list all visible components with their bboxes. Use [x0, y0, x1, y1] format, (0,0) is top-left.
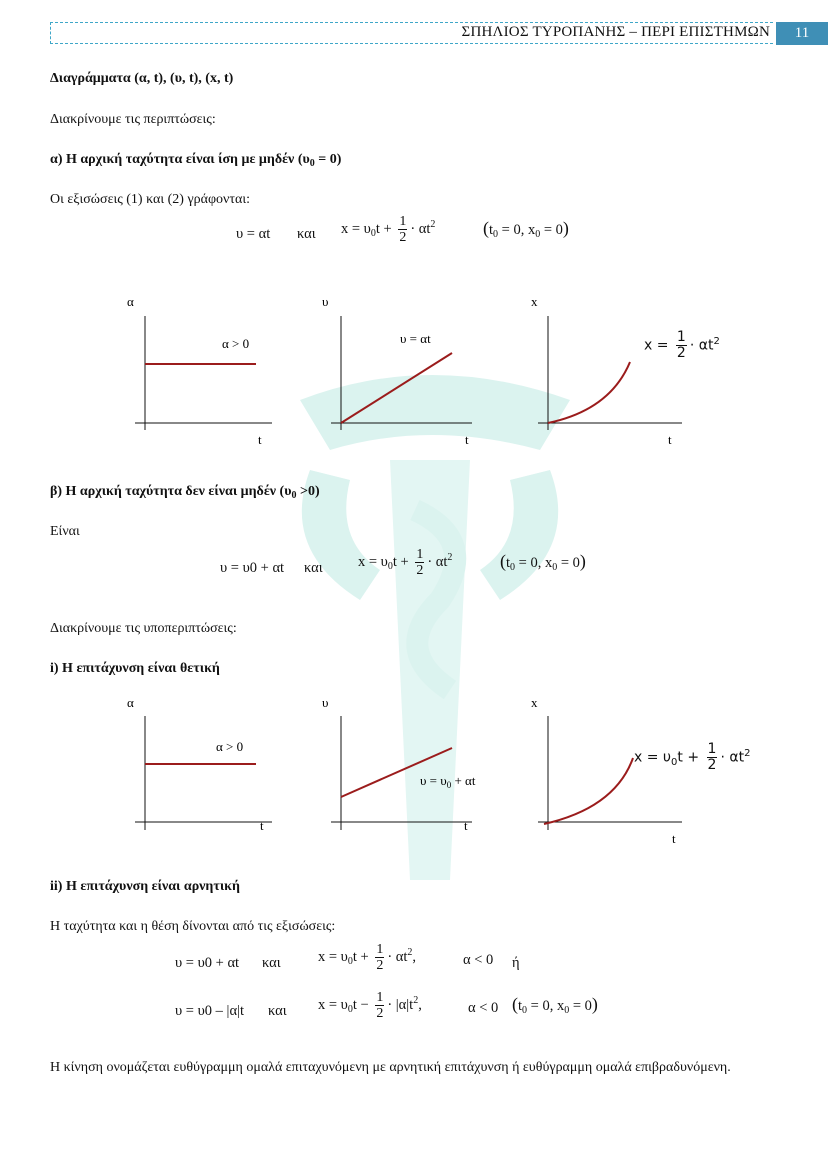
case-b-and: και — [304, 560, 323, 576]
case-b-heading-end: >0) — [296, 484, 320, 499]
case-b-eq-v: υ = υ0 + αt — [220, 560, 285, 576]
i-x-axis-label: x — [531, 695, 538, 710]
case-ii-heading: ii) Η επιτάχυνση είναι αρνητική — [50, 879, 240, 894]
case-a-heading-sub: 0 — [309, 158, 315, 169]
case-b-heading — [50, 484, 320, 500]
header-title: ΣΠΗΛΙΟΣ ΤΥΡΟΠΑΝΗΣ – ΠΕΡΙ ΕΠΙΣΤΗΜΩΝ — [461, 24, 770, 40]
page-number: 11 — [776, 22, 828, 45]
case-a-eq-x: $x = \upsilon_0t$ + $\frac{1}{2}$ · $\alpha t^2$ — [341, 214, 436, 245]
case-b-text: Είναι — [50, 524, 80, 539]
case-ii-eq1-cond: α < 0 — [463, 952, 494, 968]
case-b-heading-text: β) Η αρχική ταχύτητα δεν είναι μηδέν (υ — [50, 484, 292, 499]
case-i-heading: i) Η επιτάχυνση είναι θετική — [50, 661, 220, 676]
i-a-graph-label: α > 0 — [216, 739, 244, 754]
a-axis-label: α — [127, 294, 134, 309]
a-graph-label: α > 0 — [222, 336, 250, 351]
a-graph-t-label: t — [258, 432, 262, 447]
case-ii-text: Η ταχύτητα και η θέση δίνονται από τις εξισώσεις: — [50, 919, 336, 934]
x-axis-label: x — [531, 294, 538, 309]
case-ii-eq2-and: και — [268, 1003, 287, 1019]
case-a-and: και — [297, 226, 316, 242]
closing-paragraph: Η κίνηση ονομάζεται ευθύγραμμη ομαλά επιταχυνόμενη με αρνητική επιτάχυνση ή ευθύγραμμη ομαλά επιβραδυνόμενη. — [50, 1060, 731, 1075]
v-axis-label: υ — [322, 294, 329, 309]
x-graph-t-label: t — [668, 432, 672, 447]
case-b-initial: ($t_0 = 0$, $x_0 = 0$) — [500, 551, 586, 573]
case-b-heading-sub: 0 — [291, 490, 297, 501]
graphs-row-1 — [110, 290, 750, 455]
case-ii-eq1-and: και — [262, 955, 281, 971]
i-x-graph-t-label: t — [672, 831, 676, 846]
case-a-heading-end: = 0) — [314, 152, 342, 167]
case-b-eq-x: $x = \upsilon_0t$ + $\frac{1}{2}$ · $\alpha t^2$ — [358, 547, 453, 578]
x-graph-curve — [548, 362, 630, 423]
i-v-axis-label: υ — [322, 695, 329, 710]
case-a-eq-v: υ = αt — [236, 226, 271, 242]
case-ii-or: ή — [512, 955, 520, 971]
case-ii-eq2-v: υ = υ0 – |α|t — [175, 1003, 244, 1019]
v-graph-t-label: t — [465, 432, 469, 447]
case-ii-eq2-cond: α < 0 — [468, 1000, 499, 1016]
case-a-initial: ($t_0 = 0$, $x_0 = 0$) — [483, 218, 569, 240]
section-title: Διαγράμματα (α, t), (υ, t), (x, t) — [50, 71, 234, 86]
case-ii-eq2-x: $x = \upsilon_0t$ − $\frac{1}{2}$ · $|\alpha|t^2$, — [318, 990, 422, 1021]
v-graph-label: υ = αt — [400, 331, 431, 346]
i-x-graph-curve — [544, 758, 633, 824]
v-graph-line — [341, 353, 452, 423]
case-ii-initial: ($t_0 = 0$, $x_0 = 0$) — [512, 994, 598, 1016]
case-b-sub-intro: Διακρίνουμε τις υποπεριπτώσεις: — [50, 621, 237, 636]
i-a-axis-label: α — [127, 695, 134, 710]
case-a-heading-text: α) Η αρχική ταχύτητα είναι ίση με μηδέν (υ — [50, 152, 310, 167]
case-ii-eq1-v: υ = υ0 + αt — [175, 955, 240, 971]
i-v-graph-label: $\upsilon = \upsilon_0 + \alpha t$ — [420, 773, 476, 790]
case-a-text: Οι εξισώσεις (1) και (2) γράφονται: — [50, 192, 250, 207]
case-i-x-graph-formula: $x = \upsilon_0t$ + $\frac{1}{2}$ · $\alpha t^2$ — [634, 741, 751, 773]
case-ii-eq1-x: $x = \upsilon_0t$ + $\frac{1}{2}$ · $\alpha t^2$, — [318, 942, 417, 973]
case-a-x-graph-formula: x = $\frac{1}{2}$ · $\alpha t^2$ — [644, 329, 720, 361]
intro-text: Διακρίνουμε τις περιπτώσεις: — [50, 112, 216, 127]
i-v-graph-t-label: t — [464, 818, 468, 833]
i-a-graph-t-label: t — [260, 818, 264, 833]
case-a-heading — [50, 152, 341, 168]
